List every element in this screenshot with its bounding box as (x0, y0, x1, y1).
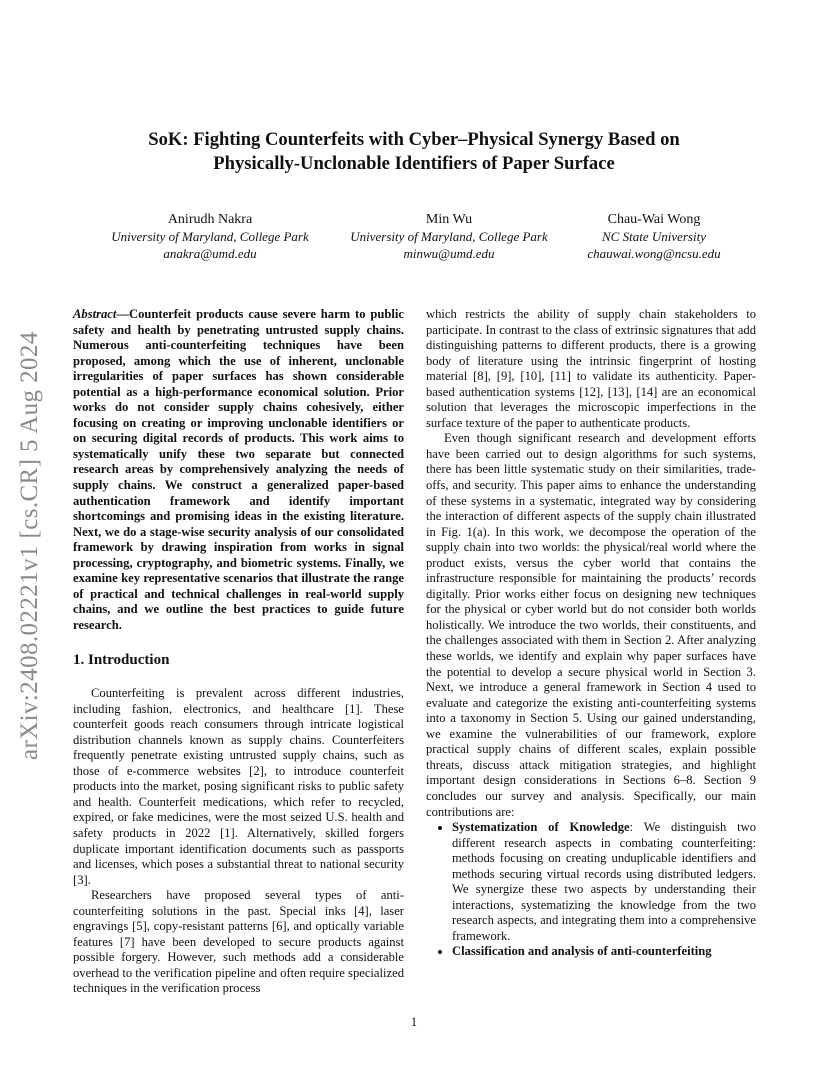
abstract-text: —Counterfeit products cause severe harm to public safety and health by penetrating untrusted supply chains. Numerous anti-counterfeiting techniques have been proposed, among which the use of inherent, unclonable irregularities of paper surfaces has shown considerable potential as a high-performance economical solution. Prior works do not consider supply chains cohesively, either focusing on creating or improving unclonable identifiers or on securing digital records of products. This work aims to systematically unify these two separate but connected research areas by comprehensively analyzing the needs of supply chains. We construct a generalized paper-based authentication framework and identify important shortcomings and promising ideas in the existing literature. Next, we do a stage-wise security analysis of our consolidated framework by drawing inspiration from works in signal processing, cryptography, and biometric systems. Finally, we examine key representative scenarios that illustrate the range of practical and technical challenges in real-world supply chains, and we outline the best practices to guide future research. (73, 307, 404, 632)
author-email: minwu@umd.edu (403, 246, 495, 261)
contribution-text: : We distinguish two different research aspects in combating counterfeiting: methods focusing on creating unduplicable identifiers and methods securing virtual records using distributed ledgers. We synergize these two aspects by understanding their interactions, systematizing the knowledge from the two research aspects, and integrating them into a comprehensive framework. (452, 820, 756, 943)
author-3 (534, 211, 774, 262)
paper-title (90, 128, 738, 176)
author-1 (90, 211, 330, 262)
right-paragraph-1: which restricts the ability of supply chain stakeholders to participate. In contrast to the class of extrinsic signatures that add distinguishing patterns to different products, there is a growing body of literature using the intrinsic fingerprint of hosting material [8], [9], [10], [11] to validate its authenticity. Paper-based authentication systems [12], [13], [14] are an economical solution that leverages the microscopic imperfections in the surface texture of the paper to authenticate products. (426, 307, 756, 430)
left-column (73, 307, 404, 997)
intro-paragraph-1: Counterfeiting is prevalent across different industries, including fashion, electronics, and healthcare [1]. These counterfeit goods reach consumers through intricate logistical distribution channels known as supply chains. Counterfeiters frequently penetrate existing untrusted supply chains, such as those of e-commerce websites [2], to introduce counterfeit products into the market, posing significant risks to public safety and health. Counterfeit medications, which refer to recycled, expired, or fake medicines, were the most seized U.S. health and safety products in 2022 [1]. Alternatively, skilled forgers duplicate important identification documents such as passports and licenses, which poses a substantial threat to national security [3]. (73, 686, 404, 887)
abstract-label: Abstract (73, 307, 117, 321)
section-heading-introduction: 1. Introduction (73, 652, 170, 669)
contribution-list (426, 820, 756, 960)
contribution-item-1 (452, 820, 756, 944)
contribution-item-2 (452, 944, 756, 960)
author-affiliation: University of Maryland, College Park (111, 229, 309, 244)
author-2 (329, 211, 569, 262)
abstract (73, 307, 404, 633)
page-number: 1 (410, 1015, 418, 1029)
contribution-title: Systematization of Knowledge (452, 820, 630, 835)
right-column (426, 307, 756, 960)
right-paragraph-2: Even though significant research and development efforts have been carried out to design algorithms for such systems, there has been little systematic study on their similarities, trade-offs, and security. This paper aims to enhance the understanding of these systems in a systematic, integrated way by considering the interaction of different aspects of the supply chain illustrated in Fig. 1(a). In this work, we decompose the operation of the supply chain into two worlds: the physical/real world where the product exists, versus the cyber world that contains the infrastructure responsible for maintaining the products’ records digitally. Prior works either focus on designing new techniques for the physical or cyber world but do not consider both worlds holistically. We introduce the two worlds, their constituents, and the challenges associated with them in Section 2. After analyzing these worlds, we identify and explain why paper surfaces have the potential to develop a secure physical world in Section 3. Next, we introduce a general framework in Section 4 used to evaluate and categorize the existing anti-counterfeiting systems into a taxonomy in Section 5. Using our gained understanding, we examine the vulnerabilities of our framework, explore practical supply chains of different scales, explain possible threats, discuss attack mitigation strategies, and highlight important design considerations in Sections 6–8. Section 9 concludes our survey and analysis. Specifically, our main contributions are: (426, 431, 756, 819)
title-line-2: Physically-Unclonable Identifiers of Paper Surface (213, 153, 615, 174)
author-affiliation: University of Maryland, College Park (350, 229, 548, 244)
contribution-title: Classification and analysis of anti-counterfeiting (452, 944, 712, 959)
author-name: Chau-Wai Wong (607, 212, 701, 227)
author-email: anakra@umd.edu (163, 246, 257, 261)
author-email: chauwai.wong@ncsu.edu (587, 246, 721, 261)
author-name: Anirudh Nakra (167, 212, 253, 227)
author-name: Min Wu (425, 212, 473, 227)
arxiv-identifier: arXiv:2408.02221v1 [cs.CR] 5 Aug 2024 (16, 331, 43, 760)
intro-paragraph-2: Researchers have proposed several types of anti-counterfeiting solutions in the past. Special inks [4], laser engravings [5], copy-resistant patterns [6], and optically variable features [7] have been developed to secure products against possible forgery. However, such methods add a considerable overhead to the verification pipeline and often require specialized techniques in the verification process (73, 888, 404, 996)
title-line-1: SoK: Fighting Counterfeits with Cyber–Physical Synergy Based on (148, 129, 680, 150)
author-affiliation: NC State University (602, 229, 706, 244)
